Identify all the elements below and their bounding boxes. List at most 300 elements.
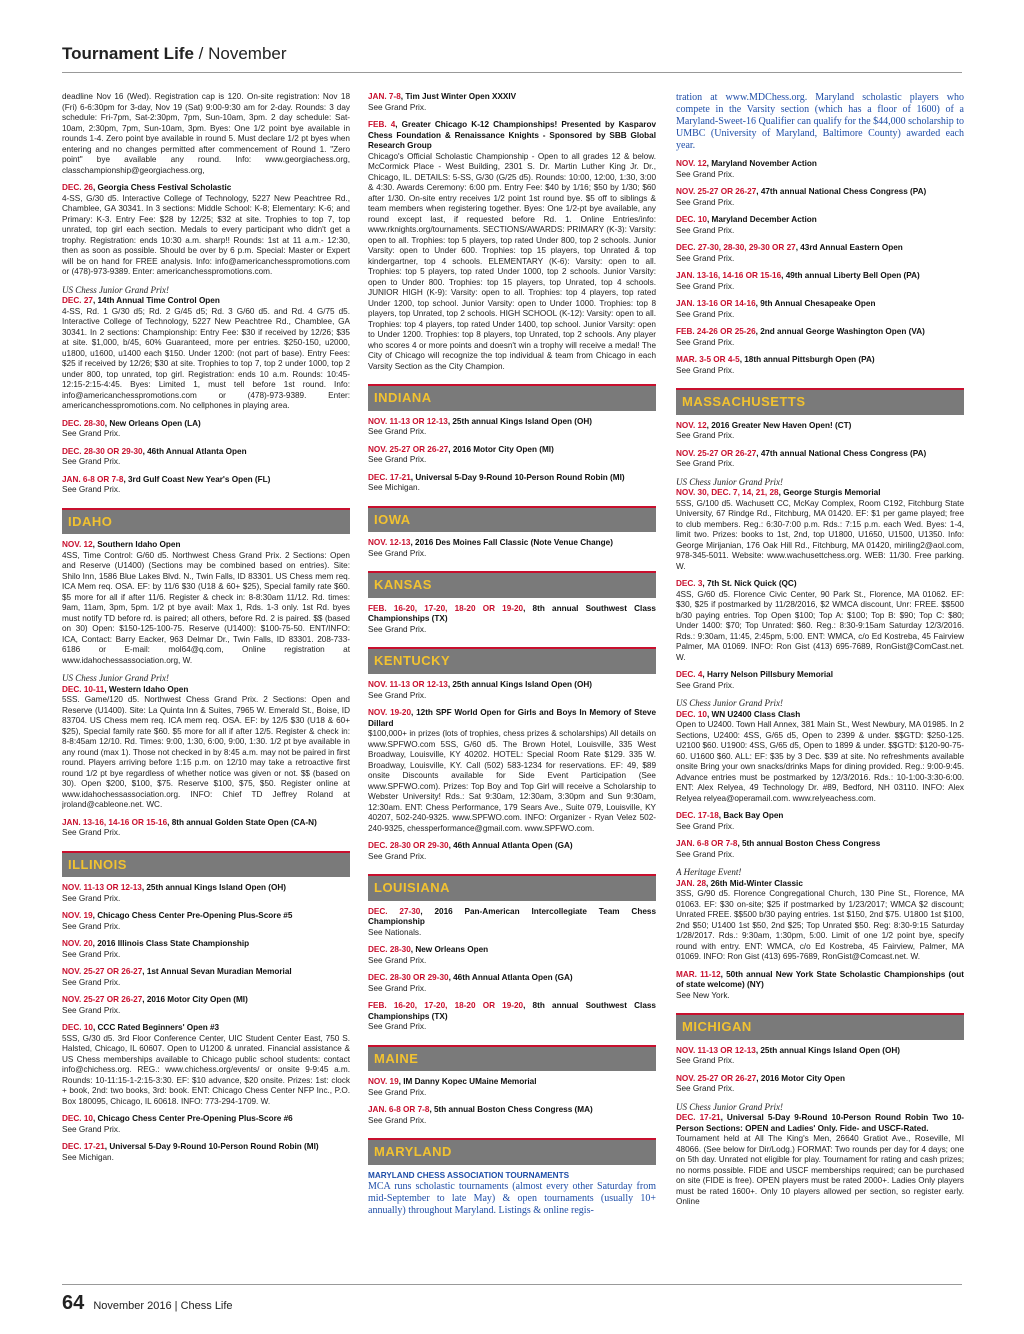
event-date: NOV. 25-27 OR 26-27 <box>62 967 143 977</box>
event-details: See Grand Prix. <box>62 485 121 495</box>
event-date: FEB. 4 <box>368 120 396 129</box>
event-details: See Grand Prix. <box>368 548 427 558</box>
event-title <box>62 883 350 894</box>
event-date: JAN. 13-16, 14-16 OR 15-16 <box>676 271 782 280</box>
event-listing <box>62 939 350 960</box>
event-listing <box>62 967 350 988</box>
event-listing <box>676 449 964 470</box>
event-details: See Grand Prix. <box>368 955 427 965</box>
event-name: , Chicago Chess Center Pre-Opening Plus-Score #6 <box>92 1114 293 1124</box>
intro-paragraph: tration at www.MDChess.org. Maryland scholastic players who compete in the Varsity section (which has a floor of 1600) of a Maryland-Sweet-16 Qualifier can qualify for the $44,000 scholarship to UMBC (University of Maryland, Baltimore County) awarded each year. <box>676 92 964 151</box>
event-listing <box>676 879 964 963</box>
event-title <box>368 1077 656 1088</box>
event-details: See Nationals. <box>368 927 422 937</box>
event-date: DEC. 17-21 <box>368 472 411 482</box>
event-listing <box>676 811 964 832</box>
event-title <box>676 327 964 338</box>
event-details: See Grand Prix. <box>368 1115 427 1125</box>
event-title <box>62 183 350 194</box>
event-listing <box>368 538 656 559</box>
event-title <box>62 475 350 486</box>
event-listing <box>368 120 656 372</box>
event-details: 4SS, Time Control: G/60 d5. Northwest Chess Grand Prix. 2 Sections: Open and Reserve (U1400) (Sections may be combined based on entries). Site: Shilo Inn, 1586 Blue Lakes Blvd. N., Twin Falls, ID 83301. US Chess mem req. ICA Mem req. OSA. EF: by 11/6 $30 (U18 & 60+ $25), Special family rate $60. $5 more for all if after 11/6. Register & check in: 8-8:30am 11/12. Rd. times: 9am, 11am, 3pm, 5pm. 1/2 pt bye avail: Max 1, Rds. 1-3 only. 1st Rd. byes must notify TD before rd. is paired; all others, before Rd. 2 is paired. $$ (based on 30) Open: $150-125-100-75. Reserve (U1400): $100-75-50. ENT/INFO: ICA, Contact: Barry Eacker, 963 Delmar Dr., Twin Falls, ID 83301. 208-733-6186 or E-mail: mol64@q.com, Online registration at www.idahochessassociation.org, W. <box>62 550 350 665</box>
event-name: , 25th annual Kings Island Open (OH) <box>755 1045 901 1055</box>
event-listing <box>676 1074 964 1095</box>
event-name: , 2nd annual George Washington Open (VA) <box>755 327 925 336</box>
event-name: , 5th annual Boston Chess Congress <box>737 839 881 849</box>
event-title <box>62 296 350 307</box>
event-listing <box>676 421 964 442</box>
section-heading: IOWA <box>368 506 656 533</box>
event-title <box>62 1114 350 1125</box>
event-date: NOV. 11-13 OR 12-13 <box>676 1045 756 1055</box>
event-details: See Grand Prix. <box>368 690 427 700</box>
event-date: DEC. 3 <box>676 579 703 589</box>
event-date: DEC. 28-30 OR 29-30 <box>62 446 143 456</box>
event-title <box>676 1046 964 1057</box>
event-listing <box>676 159 964 180</box>
section-heading: KANSAS <box>368 571 656 598</box>
event-listing <box>676 299 964 320</box>
event-details: See Grand Prix. <box>676 253 735 263</box>
event-listing <box>368 1077 656 1098</box>
section-heading: LOUISIANA <box>368 874 656 901</box>
event-listing <box>368 445 656 466</box>
event-title <box>368 945 656 956</box>
event-listing <box>368 1001 656 1033</box>
event-name: , Chicago Chess Center Pre-Opening Plus-Score #5 <box>92 911 293 921</box>
event-name: , 50th annual New York State Scholastic Championships (out of state welcome) (NY) <box>676 969 964 990</box>
running-header <box>62 44 287 64</box>
event-title <box>676 970 964 991</box>
event-details: See Grand Prix. <box>676 821 735 831</box>
event-title <box>676 879 964 890</box>
event-name: , 5th annual Boston Chess Congress (MA) <box>429 1105 593 1115</box>
event-listing <box>62 685 350 811</box>
event-name: , Back Bay Open <box>718 811 784 821</box>
event-title <box>368 92 656 103</box>
event-name: , 25th annual Kings Island Open (OH) <box>141 883 287 893</box>
event-name: , CCC Rated Beginners' Open #3 <box>92 1023 220 1033</box>
event-details: See Grand Prix. <box>676 281 735 291</box>
event-details: See Grand Prix. <box>368 1022 427 1032</box>
event-title <box>368 708 656 729</box>
event-title <box>676 449 964 460</box>
event-details: See Grand Prix. <box>62 1124 121 1134</box>
event-title <box>676 243 964 254</box>
event-name: , 2016 Greater New Haven Open! (CT) <box>706 420 852 430</box>
event-name: , 46th Annual Atlanta Open (GA) <box>448 973 573 983</box>
event-details: See New York. <box>676 990 730 1000</box>
event-details: See Grand Prix. <box>62 457 121 467</box>
event-details: See Grand Prix. <box>62 977 121 987</box>
event-title <box>676 1074 964 1085</box>
header-separator: / <box>198 44 204 63</box>
event-date: NOV. 30, DEC. 7, 14, 21, 28 <box>676 488 779 498</box>
event-name: , IM Danny Kopec UMaine Memorial <box>398 1077 537 1087</box>
event-title <box>676 839 964 850</box>
event-name: , 8th annual Southwest Class Championships (TX) <box>368 1001 656 1021</box>
event-details: See Grand Prix. <box>676 680 735 690</box>
event-title <box>676 159 964 170</box>
event-title <box>62 1023 350 1034</box>
event-date: NOV. 25-27 OR 26-27 <box>62 995 143 1005</box>
event-name: , 25th annual Kings Island Open (OH) <box>447 680 593 689</box>
event-listing <box>368 604 656 636</box>
event-listing <box>62 818 350 839</box>
section-heading: KENTUCKY <box>368 647 656 674</box>
event-details: Open to U2400. Town Hall Annex, 381 Main St., West Newbury, MA 01985. In 2 Sections, U2400: 4SS, G/65 d5, Open to 2399 & under. $$GTD: $250-125. U2100 $60. U1900: 4SS, G/65 d5, Open to 1899 & under. $$GTD: $120-90-75-60. U1600 $60. ALL: EF: $35 by 3 Dec. $39 at site. No refreshments available onsite Bring your own snacks/drinks Maps for dining provided. Reg.: 9:00-9:45. Advance entries must be postmarked by 12/3/2016. Rds.: 10-1:00-3:30-6:00. ENT: Alex Relyea, 49 Technology Dr. #89, Bedford, NH 03110. INFO: Alex Relyea relyea@operamail.com. www.relyeachess.com. <box>676 720 964 803</box>
event-details: See Grand Prix. <box>676 169 735 179</box>
event-name: , 2016 Des Moines Fall Classic (Note Venue Change) <box>410 538 613 548</box>
event-date: NOV. 25-27 OR 26-27 <box>368 444 449 454</box>
event-listing <box>62 995 350 1016</box>
header-rule <box>62 72 962 73</box>
event-listing <box>676 355 964 376</box>
event-listing <box>368 841 656 862</box>
event-name: , 2016 Motor City Open (MI) <box>142 995 248 1005</box>
footer-magazine: Chess Life <box>180 1300 233 1312</box>
event-details: See Grand Prix. <box>368 427 427 437</box>
event-details: Tournament held at All The King's Men, 26640 Gratiot Ave., Roseville, MI 48066. (See below for Dir/Lodg.) FORMAT: Two rounds per day for 4 days; one on 5th day. Unrated not eligible for play. Tournament for rating and cash prizes; no norms possible. FIDE and USCF memberships required; can be purchased on site (FIDE is free). OPEN players must be rated 2000+. Ladies Only players must be rated 1600+. Only 10 players allowed per section, so register early. Online <box>676 1134 964 1207</box>
event-date: NOV. 12 <box>676 159 707 168</box>
event-title <box>62 995 350 1006</box>
event-title <box>368 1001 656 1022</box>
column-2 <box>368 92 656 1272</box>
header-month: November <box>208 44 287 63</box>
event-details: See Grand Prix. <box>676 337 735 347</box>
event-listing <box>676 710 964 805</box>
event-title <box>368 445 656 456</box>
event-date: NOV. 25-27 OR 26-27 <box>676 1073 757 1083</box>
event-details: $100,000+ in prizes (lots of trophies, chess prizes & scholarships) All details on www.SPFWO.com 5SS, G/60 d5. The Brown Hotel, Louisville, 335 West Broadway, Louisville, KY 40202. HOTEL: Special Room Rate $129. 335 W. Broadway, Louisville, KY. Call (502) 583-1234 for reservations. EF: 49, $89 onsite Discounts available for Side Event Participation (See www.SPFWO.com). Prizes: Top Boy and Top Girl will receive a Scholarship to Webster University! Rds.: Sat 9:30am, 12:30am, 3:30pm and Sun 9:30am, 12:30am. ENT: Chess Performance, 179 Sears Ave., Suite 079, Louisville, KY 40207, 502-240-9325. www.SPFWO.com. INFO: Organizer - Ryan Velez 502-240-9325, chessperformance@gmail.com. www.SPFWO.com. <box>368 729 656 833</box>
event-details: See Grand Prix. <box>676 849 735 859</box>
event-date: DEC. 17-21 <box>62 1142 105 1152</box>
event-name: , 8th annual Southwest Class Championships (TX) <box>368 603 656 624</box>
event-name: , George Sturgis Memorial <box>778 488 881 498</box>
event-listing <box>62 883 350 904</box>
event-listing <box>676 215 964 236</box>
event-name: , 46th Annual Atlanta Open (GA) <box>448 841 573 850</box>
event-date: DEC. 17-21 <box>676 1113 721 1123</box>
subsection-heading: MARYLAND CHESS ASSOCIATION TOURNAMENTS <box>368 1170 570 1180</box>
footer-rule <box>62 1284 962 1285</box>
page-footer <box>62 1292 233 1315</box>
event-title <box>368 120 656 152</box>
event-name: , Greater Chicago K-12 Championships! Presented by Kasparov Chess Foundation & Renaissance Knights - Sponsored by SBB Global Research Group <box>368 120 656 150</box>
event-tagline: US Chess Junior Grand Prix! <box>62 673 169 684</box>
event-title <box>676 579 964 590</box>
event-date: NOV. 12 <box>676 420 707 430</box>
event-listing <box>368 417 656 438</box>
event-date: DEC. 17-18 <box>676 811 719 821</box>
event-name: , 43rd Annual Eastern Open <box>795 243 903 252</box>
event-title <box>62 685 350 696</box>
event-listing <box>676 488 964 572</box>
event-name: , 2016 Motor City Open <box>756 1073 845 1083</box>
event-listing <box>62 911 350 932</box>
event-listing <box>62 419 350 440</box>
event-title <box>676 1113 964 1134</box>
event-listing <box>368 907 656 939</box>
event-name: , 12th SPF World Open for Girls and Boys In Memory of Steve Dillard <box>368 708 656 728</box>
event-date: DEC. 27-30, 28-30, 29-30 OR 27 <box>676 243 796 252</box>
event-date: NOV. 11-13 OR 12-13 <box>368 416 448 426</box>
event-date: DEC. 10 <box>676 215 707 224</box>
column-3 <box>676 92 964 1272</box>
section-heading: ILLINOIS <box>62 851 350 878</box>
event-details: 4SS, G/60 d5. Florence Civic Center, 90 Park St., Florence, MA 01062. EF: $30, $25 if postmarked by 11/28/2016, $2 WMCA discount, Unr: FREE. $$500 b/30 paying entries. Top Open $100; Top A: $100; Top B: $90; Top C: $80; Under 1400: $70; Top Unrated: $60. Reg.: 8:30-9:15am Saturday 12/3/2016. Rds.: 9:30am, 11:45, 2:45pm, 5:00. ENT: WMCA, c/o Ed Kostreba, 45 Fairview Palmer, MA 01069. INFO: Ron Gist (413) 695-7689, RonGist@ComCast.net. W. <box>676 589 964 662</box>
event-tagline: A Heritage Event! <box>676 867 742 878</box>
event-details: See Grand Prix. <box>676 1056 735 1066</box>
event-name: , 46th Annual Atlanta Open <box>142 446 247 456</box>
event-title <box>368 841 656 852</box>
column-1 <box>62 92 350 1272</box>
intro-paragraph: MCA runs scholastic tournaments (almost every other Saturday from mid-September to late May) & open tournaments (usually 10+ annually) throughout Maryland. Listings & online regis- <box>368 1181 656 1217</box>
event-listing <box>62 296 350 412</box>
event-date: DEC. 28-30 OR 29-30 <box>368 841 449 850</box>
event-date: JAN. 13-16, 14-16 OR 15-16 <box>62 817 168 827</box>
event-title <box>676 271 964 282</box>
page-number: 64 <box>62 1292 85 1314</box>
event-details: See Grand Prix. <box>368 102 427 112</box>
event-details: See Michigan. <box>368 483 420 493</box>
event-listing <box>368 473 656 494</box>
event-title <box>62 1142 350 1153</box>
event-details: 3SS, G/90 d5. Florence Congregational Church, 130 Pine St., Florence, MA 01063. EF: $30 on-site; $25 if postmarked by 1/23/2017; WMCA $2 discount; Unrated FREE. $$500 b/30 paying entries. 1st $150, 2nd $75. U1800 1st $100, 2nd $50; U1400 1st $50, 2nd $25; Top Unrated $50. Reg: 8:30-9:15 Saturday 1/28/2017. Rds.: 9:30am, 1:30pm, 5:00. Limit of one 1/2 point bye, specify round with entry. ENT: WMCA, c/o Ed Kostreba, 45 Fairview, Palmer, MA 01069. INFO: Ron Gist (413) 695-7689, RonGist@Comcast.net. W. <box>676 889 964 962</box>
event-name: , 49th annual Liberty Bell Open (PA) <box>781 271 920 280</box>
event-date: JAN. 13-16 OR 14-16 <box>676 299 756 308</box>
event-name: , 1st Annual Sevan Muradian Memorial <box>142 967 292 977</box>
event-name: , Maryland November Action <box>706 159 817 168</box>
event-details: See Grand Prix. <box>62 1005 121 1015</box>
event-listing <box>62 447 350 468</box>
event-name: , Western Idaho Open <box>104 684 189 694</box>
event-details: See Grand Prix. <box>676 225 735 235</box>
event-details: See Grand Prix. <box>62 949 121 959</box>
event-date: NOV. 12-13 <box>368 538 411 548</box>
event-listing <box>676 327 964 348</box>
event-listing <box>368 680 656 701</box>
event-date: NOV. 19 <box>368 1077 399 1087</box>
event-tagline: US Chess Junior Grand Prix! <box>676 476 783 487</box>
footer-issue: November 2016 <box>93 1300 172 1312</box>
event-name: , 25th annual Kings Island Open (OH) <box>447 416 593 426</box>
event-details: See Grand Prix. <box>368 1087 427 1097</box>
event-title <box>676 421 964 432</box>
event-date: NOV. 12 <box>62 540 93 550</box>
event-listing <box>368 973 656 994</box>
event-details: See Grand Prix. <box>676 365 735 375</box>
event-title <box>368 1105 656 1116</box>
event-date: DEC. 27-30 <box>368 906 421 916</box>
event-name: , 18th annual Pittsburgh Open (PA) <box>739 355 875 364</box>
event-title <box>368 973 656 984</box>
event-title <box>368 538 656 549</box>
event-date: FEB. 24-26 OR 25-26 <box>676 327 756 336</box>
event-details: See Michigan. <box>62 1152 114 1162</box>
event-listing <box>676 839 964 860</box>
event-details: 4-SS, G/30 d5. Interactive College of Technology, 5227 New Peachtree Rd., Chamblee, GA 30341. In 3 sections: Middle School: K-8; Elementary: K-6; and Primary: K-3. Entry Fee: $28 by 12/25; $32 at site. Trophies to top 7, top unrated, top girl each section. Medals to every participant who didn't get a trophy. Registration: ends 10:30 a.m. sharp!! Rounds: 1st at 11 a.m.- 12:30, then as soon as possible. Should be over by 6 p.m. Special: Master or Expert will be on hand for FREE analysis. Info: info@americanchesspromotions.com or (478)-973-9389. Enter: americanchesspromotions.com. <box>62 193 350 276</box>
event-date: JAN. 6-8 OR 7-8 <box>676 839 738 849</box>
section-heading: MICHIGAN <box>676 1013 964 1040</box>
event-listing <box>676 187 964 208</box>
event-name: , 3rd Gulf Coast New Year's Open (FL) <box>123 474 271 484</box>
event-details: See Grand Prix. <box>676 197 735 207</box>
event-name: , 2016 Pan-American Intercollegiate Team Chess Championship <box>368 906 656 927</box>
event-listing <box>676 579 964 663</box>
event-tagline: US Chess Junior Grand Prix! <box>676 1101 783 1112</box>
event-name: , 7th St. Nick Quick (QC) <box>702 579 797 589</box>
event-title <box>368 604 656 625</box>
event-date: NOV. 20 <box>62 939 93 949</box>
event-name: , 2016 Illinois Class State Championship <box>92 939 250 949</box>
event-title <box>62 540 350 551</box>
event-listing <box>676 271 964 292</box>
event-listing <box>62 475 350 496</box>
event-tagline: US Chess Junior Grand Prix! <box>676 698 783 709</box>
event-details: 5SS, G/100 d5. Wachusett CC, McKay Complex, Room C192, Fitchburg State University, 67 Rindge Rd., Fitchburg, MA 01420. EF: $1 per game played; free to club members. Reg.: 6:30-7:00 p.m. Rds.: 7:15 p.m. each Wed. Byes: 1-4, limit two. Prizes: books to 1st, 2nd, top U1800, U1650, U1500, U1350. Info: George Mirijanian, 176 Oak Hill Rd., Fitchburg, MA 01420, miriling2@aol.com, 978-345-5011. Website: www.wachusettchess.org. WEB: 11/30. Free parking. W. <box>676 498 964 571</box>
event-details: 4-SS, Rd. 1 G/30 d5; Rd. 2 G/45 d5; Rd. 3 G/60 d5. and Rd. 4 G/75 d5. Interactive College of Technology, 5227 New Peachtree Rd., Chamblee, GA 30341. In 2 sections: Championship: Entry Fee: $30 if received by 12/26; $35 at site. $1,000, b/45, 60% Guaranteed, more per entries. $250-150, u2000, u1800, u1600, u1400 each $150. Under 1200: (not part of base). Entry Fees: $25 if received by 12/26; $30 at site. Trophies to top 7, top 2 under 1000, top 2 under 800, top unrated, top girl. Registration: ends 10 a.m. Rounds: 10:45-12:15-2:15-4:45. Byes: Limited 1, must tell before 1st round. Info: info@americanchesspromotions.com or (478)-973-9389. Enter: americanchesspromotions.com. No cellphones in playing area. <box>62 306 350 411</box>
event-details: See Grand Prix. <box>676 431 735 441</box>
event-title <box>676 710 964 721</box>
event-date: FEB. 16-20, 17-20, 18-20 OR 19-20 <box>368 1001 524 1011</box>
event-details: See Grand Prix. <box>368 983 427 993</box>
event-listing <box>676 970 964 1002</box>
event-title <box>62 419 350 430</box>
section-heading: MASSACHUSETTS <box>676 388 964 415</box>
event-date: DEC. 28-30 OR 29-30 <box>368 973 449 983</box>
event-tagline: US Chess Junior Grand Prix! <box>62 284 169 295</box>
event-details: See Grand Prix. <box>676 459 735 469</box>
event-details: See Grand Prix. <box>62 893 121 903</box>
event-date: JAN. 6-8 OR 7-8 <box>368 1105 430 1115</box>
event-title <box>62 447 350 458</box>
event-name: , Harry Nelson Pillsbury Memorial <box>702 670 833 680</box>
event-details: See Grand Prix. <box>676 309 735 319</box>
event-listing <box>676 670 964 691</box>
event-date: JAN. 6-8 OR 7-8 <box>62 474 124 484</box>
event-date: DEC. 10-11 <box>62 684 105 694</box>
event-listing <box>368 945 656 966</box>
event-name: , Maryland December Action <box>706 215 817 224</box>
event-title <box>676 299 964 310</box>
event-title <box>676 215 964 226</box>
event-listing <box>676 243 964 264</box>
event-title <box>368 680 656 691</box>
event-name: , Georgia Chess Festival Scholastic <box>92 183 232 192</box>
event-title <box>62 911 350 922</box>
event-listing <box>62 183 350 278</box>
event-date: NOV. 19-20 <box>368 708 412 717</box>
event-details: Chicago's Official Scholastic Championship - Open to all grades 12 & below. McCormick Place - West Building, 2301 S. Dr. Martin Luther King Jr. Dr., Chicago, IL. DETAILS: 5-SS, G/30 (G/25 d5). Rounds: 10:00, 12:00, 1:30, 3:00 & 4:30. Awards Ceremony: 6:00 pm. Entry Fee: $40 by 1/16; $50 by 1/30; $60 after 1/30. On-site entry receives 1/2 point 1st round bye. $5 off to siblings & team members when registering together. Byes: One 1/2-pt bye available, any round except last, if requested before Rd. 1. Online Entries/info: www.rknights.org/tournaments. SECTIONS/AWARDS: PRIMARY (K-3): Varsity: open to all. Trophies: top 5 players, top rated Under 800, top 2 schools. Junior Varsity: open to Under 600. Trophies: top 15 players, top Unrated & top kindergartner, top 4 schools. ELEMENTARY (K-6): Varsity: open to all. Trophies: top 5 players, top rated Under 1000, top 2 schools. Junior Varsity: open to Under 800. Trophies: top 15 players, top Unrated, top 4 schools. JUNIOR HIGH (K-9): Varsity: open to all. Trophies: top 4 players, top rated Under 1200, top school. Junior Varsity: open to Under 1000. Trophies: top 8 players, top Unrated, top 2 schools. HIGH SCHOOL (K-12): Varsity: open to all. Trophies: top 4 players, top rated Under 1400, top school. Junior Varsity: open to Under 1200. Trophies: top 8 players, top Unrated, top 2 schools. Any player who scores 4 or more points and doesn't win a trophy will receive a medal! The City of Chicago will recognize the top individual & team from Chicago in each Varsity Section as the City Champion. <box>368 151 656 371</box>
event-listing <box>676 1113 964 1208</box>
section-heading: MAINE <box>368 1045 656 1072</box>
section-heading: MARYLAND <box>368 1138 656 1165</box>
event-name: , Southern Idaho Open <box>92 540 181 550</box>
event-title <box>62 939 350 950</box>
header-title: Tournament Life <box>62 44 194 63</box>
event-date: MAR. 11-12 <box>676 969 721 979</box>
event-name: , 47th annual National Chess Congress (PA) <box>756 448 927 458</box>
event-name: , New Orleans Open <box>410 945 489 955</box>
event-listing <box>62 1114 350 1135</box>
event-name: , 14th Annual Time Control Open <box>92 296 220 306</box>
event-date: JAN. 28 <box>676 878 707 888</box>
event-details: See Grand Prix. <box>62 429 121 439</box>
event-listing <box>368 1105 656 1126</box>
event-date: JAN. 7-8 <box>368 92 401 101</box>
event-name: , 8th annual Golden State Open (CA-N) <box>167 817 317 827</box>
event-details: 5SS, G/30 d5. 3rd Floor Conference Center, UIC Student Center East, 750 S. Halsted, Chicago, IL 60607. Open to U1200 & unrated. Financial assistance & US Chess memberships available to Chicago public school students: contact info@chichess.org. REG.: www.chichess.org/events/ or onsite 9-9:45 a.m. Rounds: 10-11:15-1-2:15-3:30. EF: $10 advance, $20 onsite. Prizes: 1st: clock + book, 2nd: two books, 3rd: book. ENT: Chicago Chess Center NFP Inc., P.O. Box 180095, Chicago, IL 60618. INFO: 773-294-1709. W. <box>62 1033 350 1106</box>
event-date: DEC. 10 <box>62 1114 93 1124</box>
event-title <box>368 907 656 928</box>
event-listing <box>62 540 350 666</box>
event-name: , WN U2400 Class Clash <box>706 709 801 719</box>
event-details: See Grand Prix. <box>676 1084 735 1094</box>
event-title <box>676 187 964 198</box>
event-listing <box>676 1046 964 1067</box>
event-listing <box>62 1023 350 1107</box>
event-date: NOV. 25-27 OR 26-27 <box>676 448 757 458</box>
body-paragraph: deadline Nov 16 (Wed). Registration cap is 120. On-site registration: Nov 18 (Fri) 6-6:30pm for 3-day, Nov 19 (Sat) 9:00-9:30 am for 2-day. Rounds: 3 day schedule: Fri-7pm, Sat-2:30pm, 7pm, Sun-10am, 3pm. 2 day schedule: Sat-10am, 2:30pm, 7pm, Sun-10am, 3pm. Byes: One 1/2 point bye available in rounds 1-4. Zero point bye available in round 5. Must declare 1/2 pt byes when entering and no changes permitted after commencement of Round 1. "Zero point" bye available any round. Info: www.georgiachess.org, classchampionship@georgiachess.org, <box>62 92 350 175</box>
event-title <box>62 967 350 978</box>
event-name: , Universal 5-Day 9-Round 10-Person Round Robin Two 10-Person Sections: OPEN and Ladies' Only. Fide- and USCF-Rated. <box>676 1113 964 1133</box>
section-heading: IDAHO <box>62 508 350 535</box>
event-title <box>368 417 656 428</box>
event-title <box>62 818 350 829</box>
event-name: , Tim Just Winter Open XXXIV <box>400 92 517 101</box>
event-title <box>676 488 964 499</box>
event-date: DEC. 4 <box>676 670 703 680</box>
event-name: , 47th annual National Chess Congress (PA) <box>756 187 927 196</box>
event-details: See Grand Prix. <box>368 455 427 465</box>
event-details: 5SS. Game/120 d5. Northwest Chess Grand Prix. 2 Sections: Open and Reserve (U1400). Site: La Quinta Inn & Suites, 7965 W. Emerald St., Boise, ID 83704. US Chess mem req. ICA mem req. OSA. EF: by 12/5 $30 (U18 & 60+ $25), Special family rate $60. $5 more for all if after 12/5. Register & check in: 8-8:45am 12/10. Rd. Times: 9:00, 1:30, 6:00, 9:00, 1:30. 1/2 pt bye available in any round (max 1). Those not checked in by 8:45 a.m. may not be paired in first round. Players arriving before 1:15 p.m. on 12/10 may take a retroactive first round 1/2 pt bye regardless of whether notice was given or not. $$ (based on 30). Open $200, $100, $75. Reserve $100, $75, $50. Register online at www.idahochessassociation.org. INFO: Chief TD Jeffrey Roland at jroland@cableone.net. WC. <box>62 695 350 810</box>
event-date: DEC. 28-30 <box>62 418 105 428</box>
event-listing <box>368 708 656 834</box>
event-details: See Grand Prix. <box>62 921 121 931</box>
event-date: MAR. 3-5 OR 4-5 <box>676 355 740 364</box>
event-title <box>676 670 964 681</box>
footer-separator: | <box>174 1300 178 1312</box>
event-name: , New Orleans Open (LA) <box>104 418 201 428</box>
event-listing <box>368 92 656 113</box>
event-name: , 9th Annual Chesapeake Open <box>755 299 876 308</box>
event-date: NOV. 25-27 OR 26-27 <box>676 187 757 196</box>
event-listing <box>62 1142 350 1163</box>
event-date: DEC. 26 <box>62 183 93 192</box>
event-name: , Universal 5-Day 9-Round 10-Person Round Robin (MI) <box>410 472 625 482</box>
event-title <box>368 473 656 484</box>
event-title <box>676 811 964 822</box>
event-date: NOV. 11-13 OR 12-13 <box>62 883 142 893</box>
section-heading: INDIANA <box>368 384 656 411</box>
event-date: DEC. 28-30 <box>368 945 411 955</box>
event-date: NOV. 19 <box>62 911 93 921</box>
event-name: , Universal 5-Day 9-Round 10-Person Round Robin (MI) <box>104 1142 319 1152</box>
event-name: , 26th Mid-Winter Classic <box>706 878 803 888</box>
event-details: See Grand Prix. <box>62 828 121 838</box>
event-details: See Grand Prix. <box>368 851 427 861</box>
event-date: FEB. 16-20, 17-20, 18-20 OR 19-20 <box>368 603 524 613</box>
event-date: DEC. 10 <box>676 709 707 719</box>
event-title <box>676 355 964 366</box>
event-name: , 2016 Motor City Open (MI) <box>448 444 554 454</box>
event-date: NOV. 11-13 OR 12-13 <box>368 680 448 689</box>
event-details: See Grand Prix. <box>368 624 427 634</box>
event-date: DEC. 10 <box>62 1023 93 1033</box>
event-date: DEC. 27 <box>62 296 93 306</box>
